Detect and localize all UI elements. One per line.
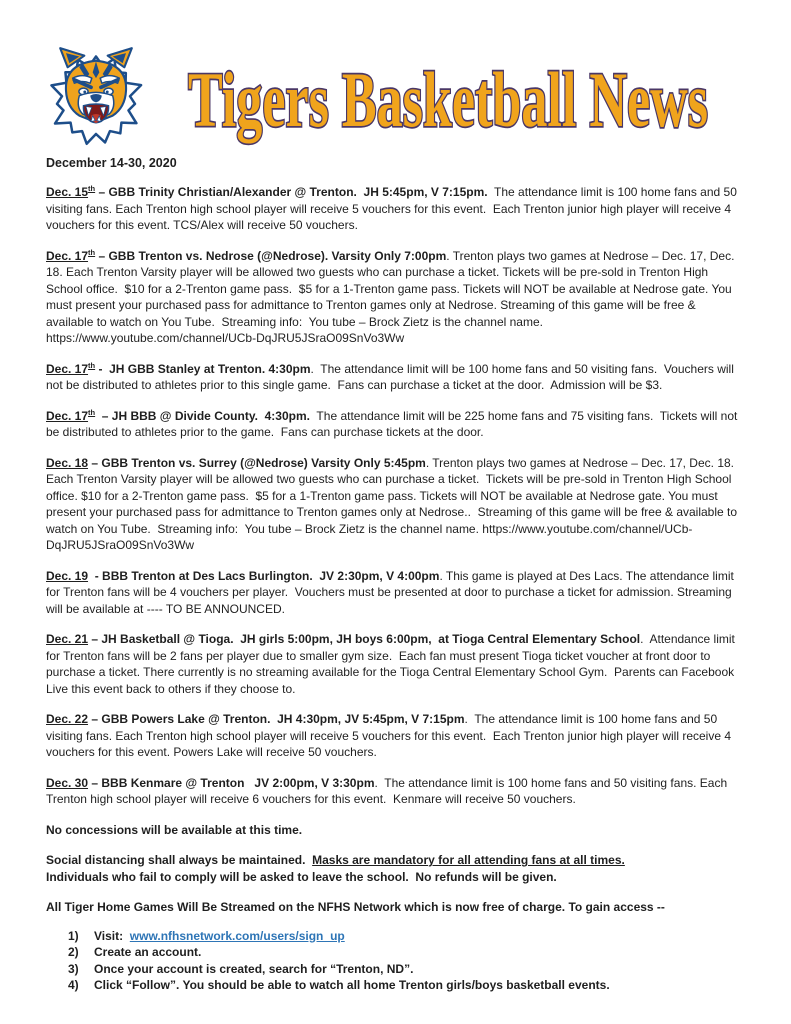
list-item-number: 2) [68,945,79,959]
text-run: th [88,360,96,370]
text-run: Create an account. [94,945,202,959]
text-run: Dec. 18 [46,455,89,470]
text-run: - JH GBB Stanley at Trenton. 4:30pm [95,361,311,376]
no-concessions-notice [46,822,745,839]
list-item-2 [68,944,745,961]
text-run: – JH Basketball @ Tioga. JH girls 5:00pm, JH boys 6:00pm, at Tioga Central Elementary School [88,632,641,646]
text-run: . Attendance limit for Trenton fans will be 2 fans per player due to smaller gym size. Each fan must present Tioga ticket voucher at front door to purchase a ticket. There currently is no streaming available for the Tioga Central Elementary School Gym. Parents can Facebook Live this event back to others if they choose to. [46,632,739,696]
list-item-number: 3) [68,961,79,976]
event-dec-17-jh-gbb-stanley [46,361,745,394]
text-run: Dec. 17 [46,248,89,263]
text-run: Click “Follow”. You should be able to watch all home Trenton girls/boys basketball events. [94,978,610,992]
text-run: – GBB Trinity Christian/Alexander @ Trenton. JH 5:45pm, V 7:15pm. [95,185,488,199]
event-dec-21 [46,631,745,697]
text-run: The attendance limit is 100 home fans and 50 visiting fans. Each Trenton high school player will receive 5 vouchers for this event. Each Trenton junior high player will receive 4 vouchers for this event. TCS/Alex will receive 50 vouchers. [46,185,741,232]
text-run: All Tiger Home Games Will Be Streamed on the NFHS Network which is now free of charge. To gain access -- [46,900,665,914]
text-run: Social distancing shall always be maintained. [46,853,313,867]
text-run: No concessions will be available at this time. [46,822,303,837]
text-run: – BBB Kenmare @ Trenton JV 2:00pm, V 3:30pm [88,775,375,790]
date-range: December 14-30, 2020 [46,156,177,170]
event-dec-17-gbb-nedrose [46,248,745,347]
text-run: th [88,247,96,257]
text-run: Dec. 30 [46,775,89,790]
event-dec-18 [46,455,745,554]
text-run: . The attendance limit will be 100 home fans and 50 visiting fans. Vouchers will not be distributed to athletes prior to this single game. Fans can purchase a ticket at the door. Admission will be $3. [46,361,738,392]
text-run: th [88,184,96,193]
tiger-logo-icon [46,38,146,150]
text-run: – GBB Powers Lake @ Trenton. JH 4:30pm, JV 5:45pm, V 7:15pm [88,712,465,726]
list-item-text [94,944,745,961]
event-dec-15 [46,184,745,234]
text-run: The attendance limit will be 225 home fans and 75 visiting fans. Tickets will not be distributed to athletes prior to the game. Fans can purchase tickets at the door. [46,408,741,439]
text-run: . This game is played at Des Lacs. The attendance limit for Trenton fans will be 4 vouchers per player. Vouchers must be presented at door to purchase a ticket for admission. Streaming will be available at ---- TO BE ANNOUNCED. [46,568,738,616]
list-item-text [94,928,745,945]
text-run: Dec. 21 [46,632,89,646]
nfhs-signup-link[interactable]: www.nfhsnetwork.com/users/sign_up [129,928,345,943]
text-run: – GBB Trenton vs. Surrey (@Nedrose) Varsity Only 5:45pm [88,455,426,470]
text-run: . The attendance limit is 100 home fans and 50 visiting fans. Each Trenton high school player will receive 6 vouchers for this event. Kenmare will receive 50 vouchers. [46,775,731,806]
text-run: – GBB Trenton vs. Nedrose (@Nedrose). Varsity Only 7:00pm [95,248,447,263]
event-dec-30 [46,775,745,808]
event-dec-19 [46,568,745,618]
list-item-text [94,977,745,994]
streaming-access-intro [46,899,745,916]
text-run: Dec. 15 [46,185,89,199]
newsletter-title: Tigers Basketball News [187,56,708,144]
text-run: – JH BBB @ Divide County. 4:30pm. [95,408,310,423]
text-run: . The attendance limit is 100 home fans and 50 visiting fans. Each Trenton high school player will receive 5 vouchers for this event. Each Trenton junior high player will receive 4 vouchers for this event. Powers Lake will receive 50 vouchers. [46,712,735,759]
list-item-text [94,961,745,978]
newsletter-body [0,184,791,994]
text-run: Dec. 17 [46,361,89,376]
event-dec-17-jh-bbb-divide [46,408,745,441]
streaming-access-steps [46,928,745,994]
list-item-1 [68,928,745,945]
newsletter-header [0,0,791,150]
list-item-number: 4) [68,978,79,992]
text-run: Visit: [94,928,130,943]
text-run: Dec. 19 [46,568,89,583]
newsletter-title-wordmark [183,48,713,152]
text-run: - BBB Trenton at Des Lacs Burlington. JV 2:30pm, V 4:00pm [88,568,440,583]
text-run: th [88,407,96,417]
text-run: . Trenton plays two games at Nedrose – Dec. 17, Dec. 18. Each Trenton Varsity player will be allowed two guests who can purchase a ticket. Tickets will be pre-sold in Trenton High School office. $10 for a 2-Trenton game pass. $5 for a 1-Trenton game pass. Tickets will NOT be available at Nedrose gate. You must present your purchased pass for admittance to Trenton games only at Nedrose.. Streaming of this game will be free & available to watch on You Tube. Streaming info: You tube – Brock Zietz is the channel name. https://www.youtube.com/channel/UCb-DqJRU5JSraO09SnVo3Ww [46,455,741,552]
text-run: Masks are mandatory for all attending fans at all times. [312,853,625,867]
text-run: Once your account is created, search for “Trenton, ND”. [94,961,414,976]
text-run: Individuals who fail to comply will be asked to leave the school. No refunds will be given. [46,869,557,884]
text-run: Dec. 22 [46,712,89,726]
text-run: Dec. 17 [46,408,89,423]
covid-policy-notice [46,852,745,885]
event-dec-22 [46,711,745,761]
list-item-3 [68,961,745,978]
text-run: . Trenton plays two games at Nedrose – Dec. 17, Dec. 18. Each Trenton Varsity player will be allowed two guests who can purchase a ticket. Tickets will be pre-sold in Trenton High School office. $10 for a 2-Trenton game pass. $5 for a 1-Trenton game pass. Tickets will NOT be available at Nedrose gate. You must present your purchased pass for admittance to Trenton games only at Nedrose. Streaming of this game will be free & available to watch on You Tube. Streaming info: You tube – Brock Zietz is the channel name. https://www.youtube.com/channel/UCb-DqJRU5JSraO09SnVo3Ww [46,248,738,345]
list-item-4 [68,977,745,994]
list-item-number: 1) [68,928,79,943]
